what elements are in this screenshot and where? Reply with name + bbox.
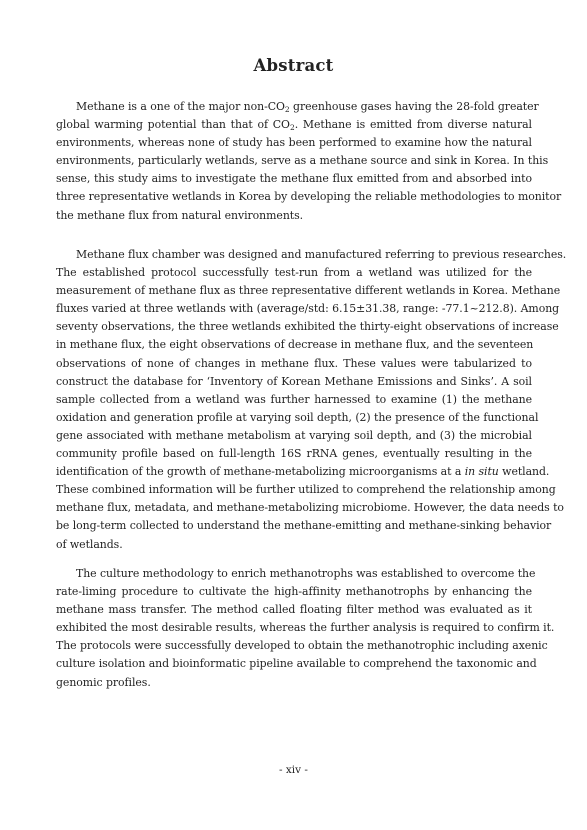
text-line: The established protocol successfully test-run from a wetland was utilized for the bbox=[56, 266, 532, 280]
abstract-paragraph-2 bbox=[56, 246, 567, 554]
text-line: culture isolation and bioinformatic pipeline available to comprehend the taxonomic and bbox=[56, 657, 537, 671]
text-line: Methane is a one of the major non-$CO_2$ greenhouse gases having the 28-fold greater bbox=[76, 100, 539, 114]
text-line: The culture methodology to enrich methanotrophs was established to overcome the bbox=[76, 567, 536, 580]
text-line: seventy observations, the three wetlands exhibited the thirty-eight observations of increase bbox=[56, 320, 559, 334]
text-line: environments, whereas none of study has been performed to examine how the natural bbox=[56, 136, 532, 150]
text-line: oxidation and generation profile at varying soil depth, (2) the presence of the functional bbox=[56, 410, 539, 424]
abstract-paragraph-3 bbox=[56, 565, 555, 692]
text-line: The protocols were successfully developed to obtain the methanotrophic including axenic bbox=[56, 639, 548, 653]
text-line: three representative wetlands in Korea by developing the reliable methodologies to monitor bbox=[56, 190, 562, 204]
text-line: sense, this study aims to investigate the methane flux emitted from and absorbed into bbox=[56, 172, 532, 186]
text-line: Methane flux chamber was designed and manufactured referring to previous researches. bbox=[76, 248, 567, 261]
text-line: the methane flux from natural environments. bbox=[56, 208, 304, 222]
text-line: genomic profiles. bbox=[56, 675, 151, 689]
text-line: sample collected from a wetland was further harnessed to examine (1) the methane bbox=[56, 392, 532, 406]
text-line: community profile based on full-length 16S rRNA genes, eventually resulting in the bbox=[56, 447, 532, 461]
text-line: exhibited the most desirable results, whereas the further analysis is required to confirm it. bbox=[56, 621, 555, 635]
text-line: methane mass transfer. The method called floating filter method was evaluated as it bbox=[56, 603, 532, 617]
text-line: of wetlands. bbox=[56, 537, 123, 551]
text-line: environments, particularly wetlands, serve as a methane source and sink in Korea. In this bbox=[56, 154, 549, 168]
text-line: identification of the growth of methane-metabolizing microorganisms at a in situ wetland. bbox=[56, 465, 550, 479]
text-line: in methane flux, the eight observations of decrease in methane flux, and the seventeen bbox=[56, 338, 534, 352]
page-title: Abstract bbox=[253, 56, 334, 75]
text-line: methane flux, metadata, and methane-metabolizing microbiome. However, the data needs to bbox=[56, 501, 564, 515]
italic-term: in situ bbox=[464, 465, 499, 479]
text-line: observations of none of changes in methane flux. These values were tabularized to bbox=[56, 356, 532, 370]
text-line: global warming potential than that of $CO_2$. Methane is emitted from diverse natural bbox=[56, 118, 532, 133]
text-line: rate-liming procedure to cultivate the high-affinity methanotrophs by enhancing the bbox=[56, 585, 532, 599]
text-line: fluxes varied at three wetlands with (average/std: 6.15±31.38, range: -77.1~212.8). Among bbox=[56, 302, 560, 316]
text-line: These combined information will be further utilized to comprehend the relationship among bbox=[56, 483, 556, 497]
text-line: construct the database for ‘Inventory of Korean Methane Emissions and Sinks’. A soil bbox=[56, 374, 532, 388]
text-line: be long-term collected to understand the methane-emitting and methane-sinking behavior bbox=[56, 519, 552, 533]
page-number: - xiv - bbox=[279, 764, 308, 776]
abstract-paragraph-1 bbox=[56, 98, 562, 225]
text-line: gene associated with methane metabolism at varying soil depth, and (3) the microbial bbox=[56, 428, 532, 442]
text-line: measurement of methane flux as three representative different wetlands in Korea. Methane bbox=[56, 284, 561, 298]
